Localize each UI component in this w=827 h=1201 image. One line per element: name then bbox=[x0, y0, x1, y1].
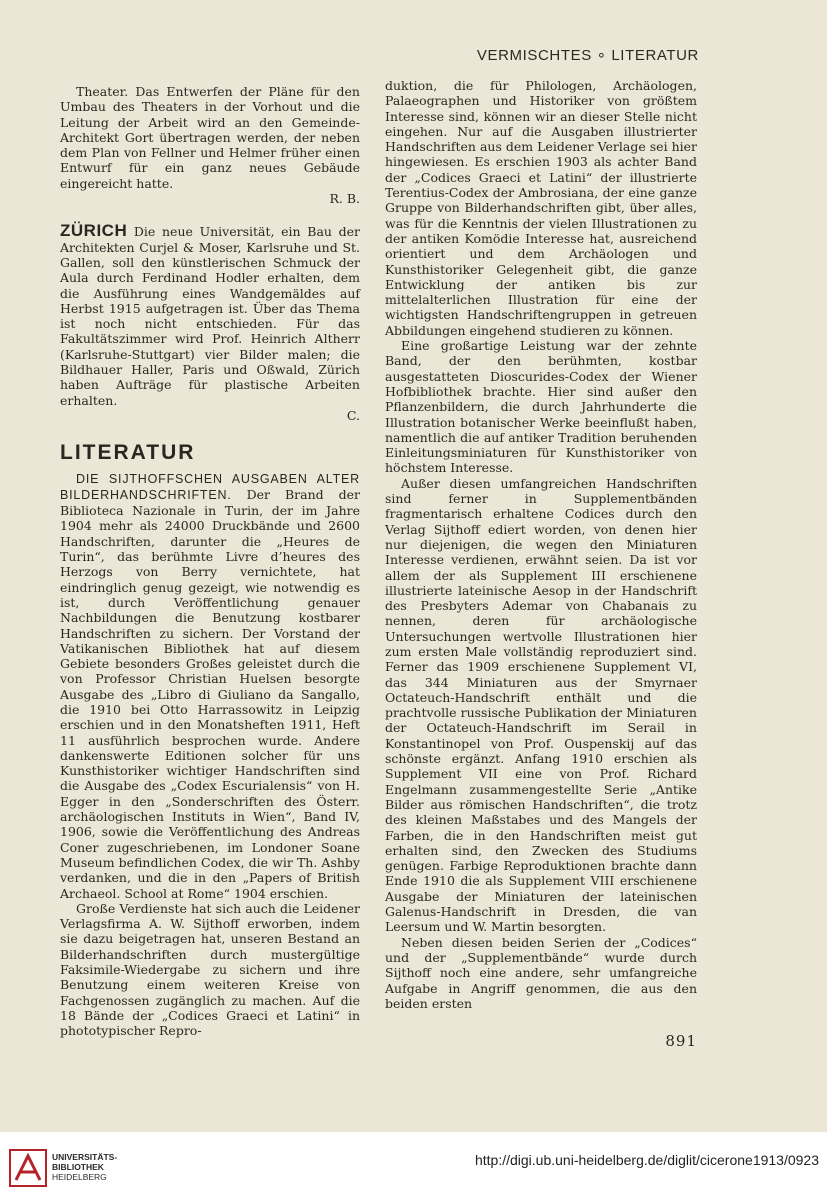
right-column bbox=[385, 78, 697, 1011]
right-paragraph-3: Außer diesen umfangreichen Handschriften sind ferner in Supplementbänden fragmentarisch erhaltene Codices durch den Verlag Sijthoff ediert worden, von denen hier nur diejenigen, die wegen den Miniaturen Interesse verdienen, erwähnt seien. Da ist vor allem der als Supplement III erschienene illustrierte lateinische Aesop in der Handschrift des Presbyters Ademar von Chabanais zu nennen, deren für archäologische Untersuchungen wertvolle Illustrationen hier zum ersten Male vollständig reproduziert sind. Ferner das 1909 erschienene Supplement VI, das 344 Miniaturen aus der Smyrnaer Octateuch-Handschrift enthält und die prachtvolle russische Publikation der Miniaturen der Octateuch-Handschrift im Serail in Konstantinopel von Prof. Ouspenskij auf das schönste ergänzt. Anfang 1910 erschien als Supplement VII eine von Prof. Richard Engelmann zusammengestellte Serie „Antike Bilder aus römischen Handschriften“, die trotz des kleinen Maßstabes und des Mangels der Farben, die in den Handschriften meist gut erhalten sind, den Zwecken des Studiums genügen. Farbige Reproduktionen brachte dann Ende 1910 die als Supplement VIII erschienene Ausgabe der Miniaturen der lateinischen Galenus-Handschrift in Dresden, die van Leersum und W. Martin besorgten. bbox=[385, 475, 697, 935]
page-number: 891 bbox=[665, 1032, 697, 1050]
footer-bar bbox=[0, 1132, 827, 1201]
digital-library-url-link[interactable]: http://digi.ub.uni-heidelberg.de/diglit/cicerone1913/0923 bbox=[474, 1152, 819, 1168]
library-name: UNIVERSITÄTS- BIBLIOTHEK HEIDELBERG bbox=[52, 1152, 118, 1182]
article-paragraph-2: Große Verdienste hat sich auch die Leidener Verlagsfirma A. W. Sijthoff erworben, indem sie dazu beigetragen hat, unseren Bestand an Bilderhandschriften durch mustergültige Faksimile-Wiedergabe zu sichern und ihre Benutzung einem weiteren Kreise von Fachgenossen zugänglich zu machen. Auf die 18 Bände der „Codices Graeci et Latini“ in phototypischer Repro- bbox=[60, 900, 360, 1039]
zurich-text: Die neue Universität, ein Bau der Architekten Curjel & Moser, Karlsruhe und St. Gallen, soll den künstlerischen Schmuck der Aula durch Ferdinand Hodler erhalten, dem die Ausführung eines Wandgemäldes auf Herbst 1915 aufgetragen ist. Über das Thema ist noch nicht entschieden. Für das Fakultätszimmer wird Prof. Heinrich Altherr (Karlsruhe-Stuttgart) vier Bilder malen; die Bildhauer Haller, Paris und Oßwald, Zürich haben Aufträge für plastische Arbeiten erhalten. bbox=[60, 224, 361, 408]
left-column bbox=[60, 84, 360, 1039]
theater-paragraph: Theater. Das Entwerfen der Pläne für den Umbau des Theaters in der Vorhout und die Leitung der Arbeit wird an den Gemeinde-Architekt Gort übertragen werden, der neben dem Plan von Fellner und Helmer früher einen Entwurf für ein ganz neues Gebäude eingereicht hatte. bbox=[60, 84, 360, 191]
right-paragraph-2: Eine großartige Leistung war der zehnte Band, der den berühmten, kostbar ausgestatteten Dioscurides-Codex der Wiener Hofbibliothek brachte. Hier sind außer den Pflanzenbildern, die durch Jahrhunderte die Illustration botanischer Werke beeinflußt haben, namentlich die auf antiker Tradition beruhenden Einleitungsminiaturen für Kunsthistoriker von höchstem Interesse. bbox=[385, 338, 697, 476]
section-heading-literatur: LITERATUR bbox=[60, 441, 196, 465]
right-paragraph-1: duktion, die für Philologen, Archäologen, Palaeographen und Historiker von größtem Interesse sind, können wir an dieser Stelle nicht eingehen. Nur auf die Ausgaben illustrierter Handschriften aus dem Leidener Verlage sei hier hingewiesen. Es erschien 1903 als achter Band der „Codices Graeci et Latini“ der illustrierte Terentius-Codex der Ambrosiana, der eine ganze Gruppe von Bilderhandschriften gibt, über alles, was für die Kenntnis der vielen Illustrationen zu der antiken Komödie Interesse hat, ausreichend orientiert und dem Archäologen und Kunsthistoriker Gelegenheit gibt, die ganze Entwicklung der antiken bis zur mittelalterlichen Illustration für eine der wichtigsten Handschriftengruppen in getreuen Abbildungen eingehend studieren zu können. bbox=[385, 78, 697, 338]
article-title: DIE SIJTHOFFSCHEN AUSGABEN ALTER BILDERHANDSCHRIFTEN. bbox=[60, 471, 360, 502]
article-paragraph-1: DIE SIJTHOFFSCHEN AUSGABEN ALTER BILDERHANDSCHRIFTEN. Der Brand der Biblioteca Nazionale in Turin, der im Jahre 1904 mehr als 24000 Druckbände und 2600 Handschriften, darunter die „Heures de Turin“, das berühmte Livre d’heures des Herzogs von Berry vernichtete, hat eindringlich genug gezeigt, wie notwendig es ist, durch Veröffentlichung genauer Nachbildungen die Benutzung kostbarer Handschriften zu sichern. Der Vorstand der Vatikanischen Bibliothek hat auf diesem Gebiete besonders Großes geleistet durch die von Professor Christian Huelsen besorgte Ausgabe des „Libro di Giuliano da Sangallo, die 1910 bei Otto Harrassowitz in Leipzig erschien und in den Monatsheften 1911, Heft 11 ausführlich besprochen wurde. Andere dankenswerte Editionen solcher für uns Kunsthistoriker wichtiger Handschriften sind die Ausgabe des „Codex Escurialensis“ von H. Egger in den „Sonderschriften des Österr. archäologischen Instituts in Wien“, Band IV, 1906, sowie die Veröffentlichung des Andreas Coner zugeschriebenen, im Londoner Soane Museum befindlichen Codex, die wir Th. Ashby verdanken, und die in den „Papers of British Archaeol. School at Rome“ 1904 erschien. bbox=[60, 471, 360, 901]
zurich-signature: C. bbox=[346, 407, 360, 423]
right-paragraph-4: Neben diesen beiden Serien der „Codices“ und der „Supplementbände“ wurde durch Sijthoff noch eine andere, sehr umfangreiche Aufgabe in Angriff genommen, die aus den beiden ersten bbox=[385, 934, 697, 1011]
zurich-city-heading: ZÜRICH bbox=[60, 221, 128, 241]
running-head: VERMISCHTES ∘ LITERATUR bbox=[476, 47, 699, 64]
zurich-paragraph bbox=[60, 223, 360, 408]
university-library-logo-icon bbox=[8, 1148, 48, 1188]
theater-signature: R. B. bbox=[329, 191, 360, 207]
